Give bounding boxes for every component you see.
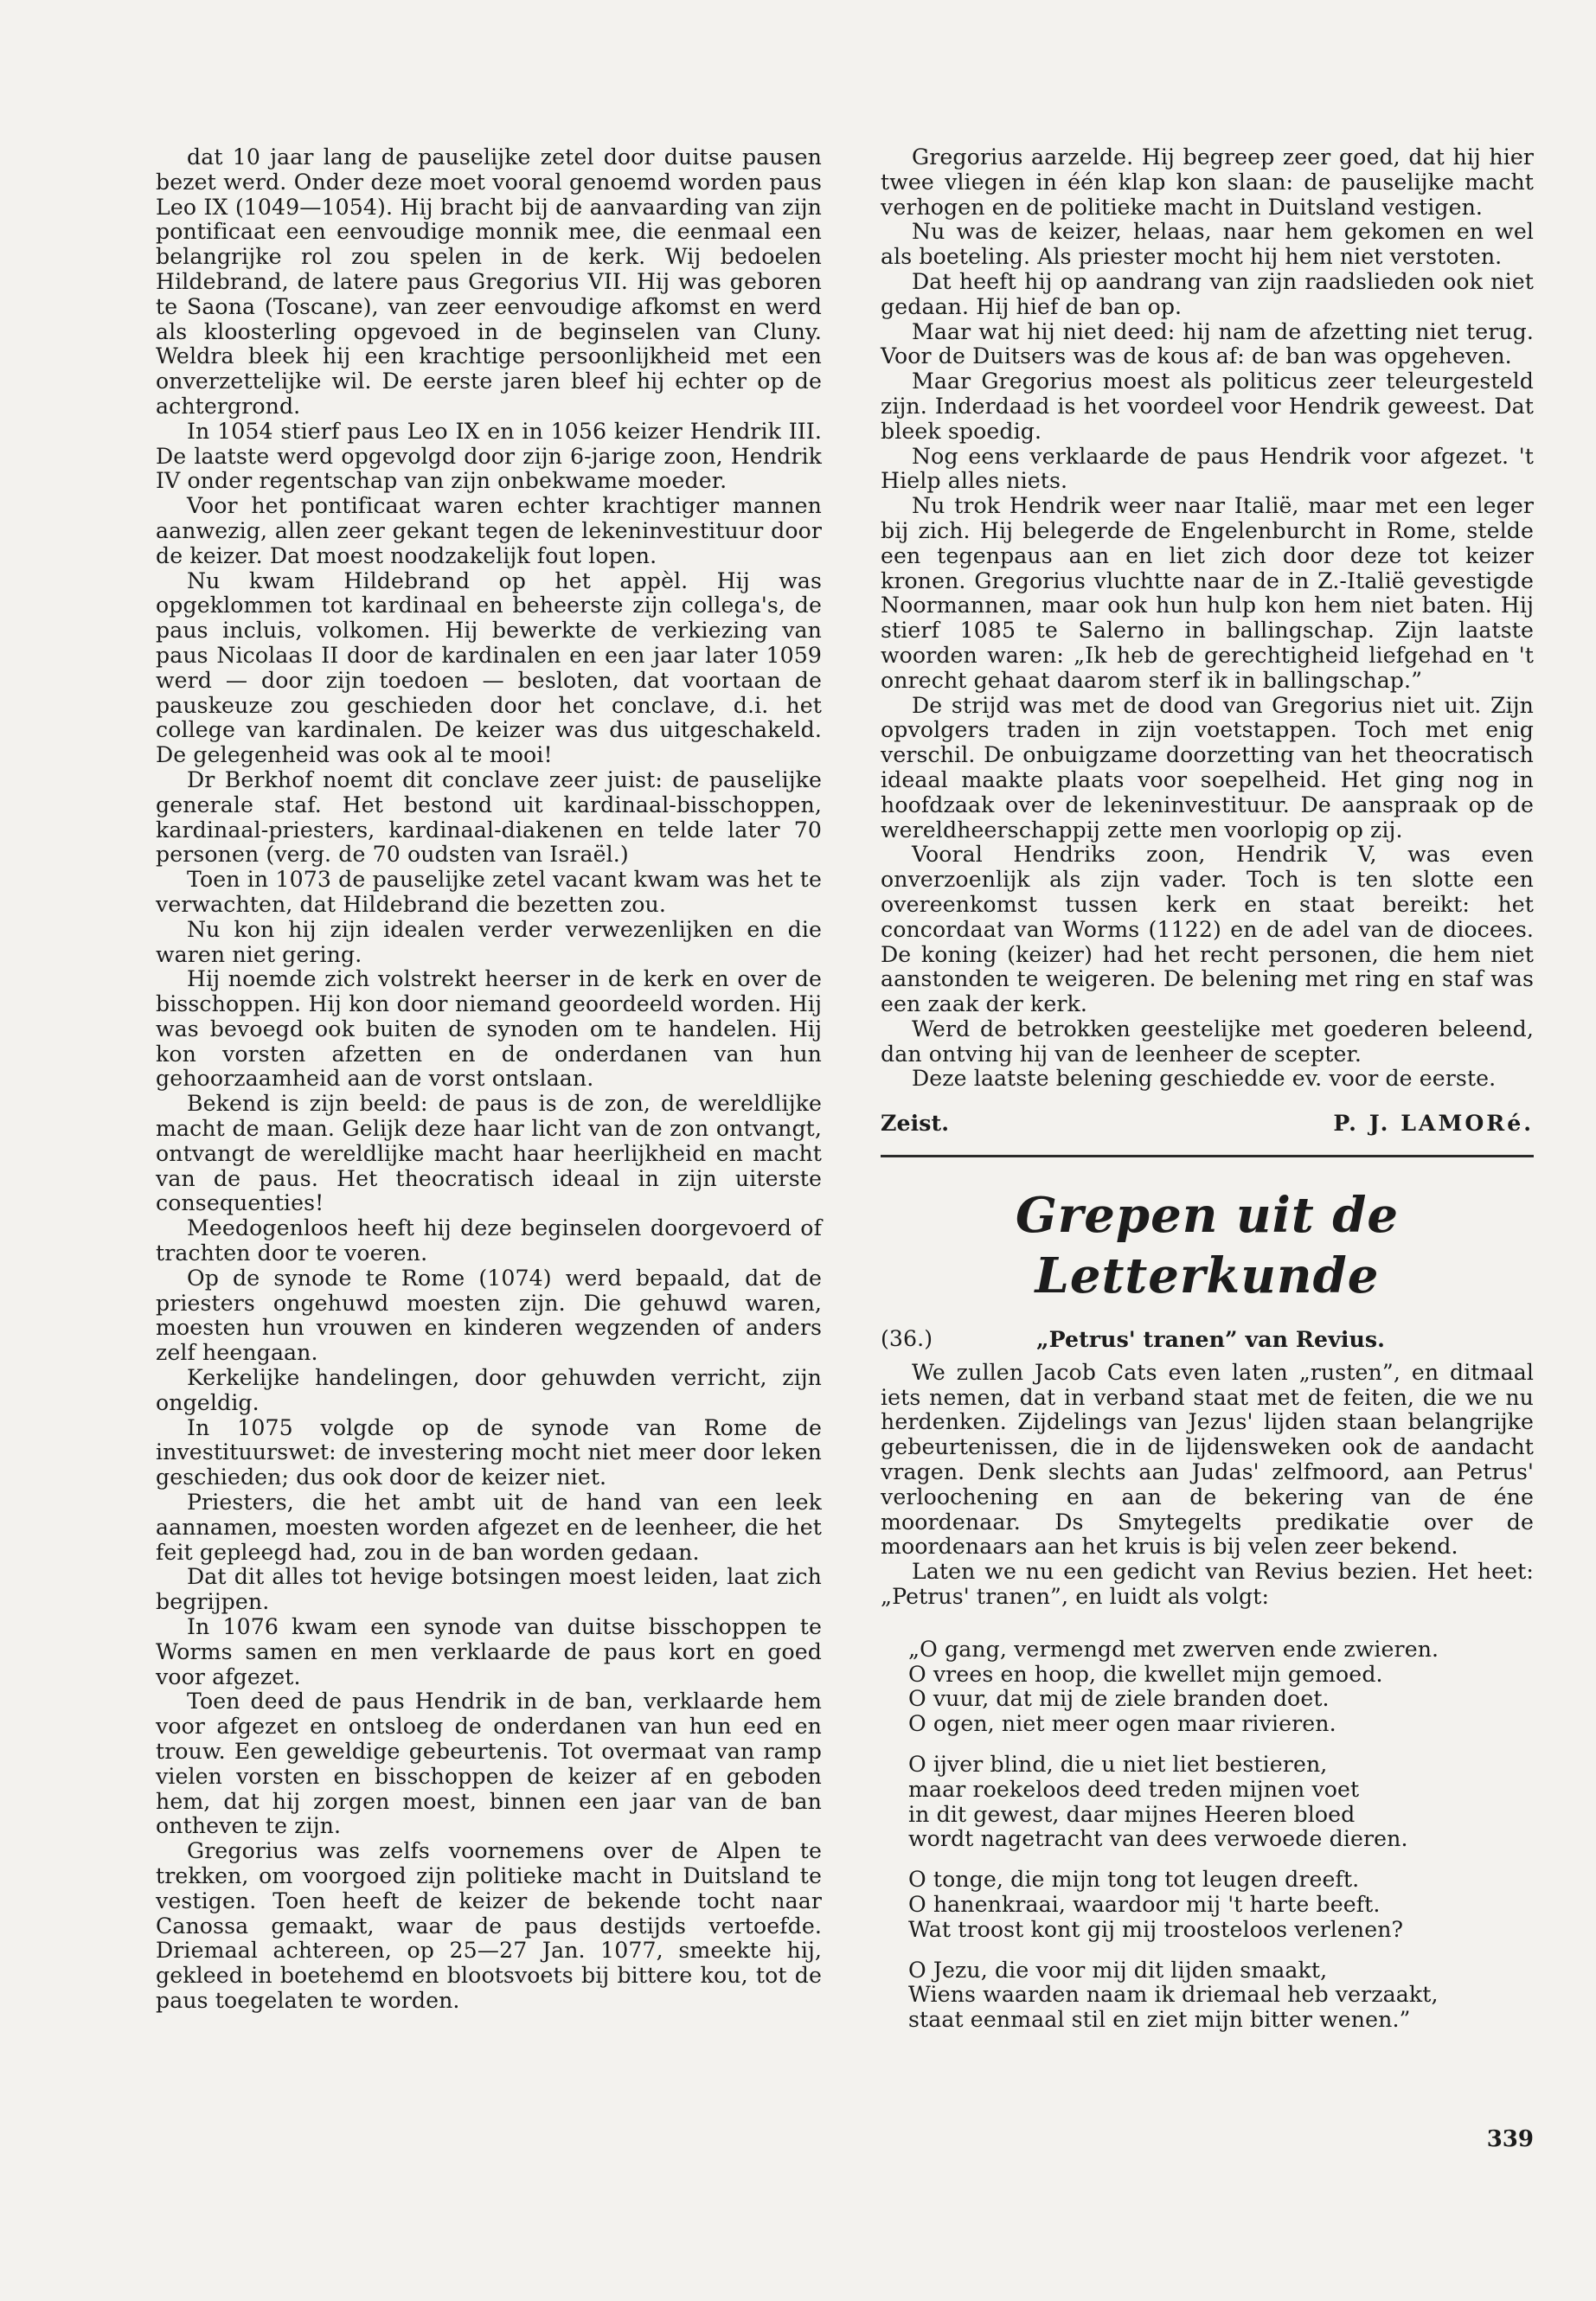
paragraph: Bekend is zijn beeld: de paus is de zon, de wereldlijke macht de maan. Gelijk deze haar licht van de zon ontvangt, ontvangt de wereldlijke macht haar heerlijkheid en macht van de paus. Het theocratisch ideaal in zijn uiterste consequenties!	[156, 1091, 822, 1216]
poem-line: in dit gewest, daar mijnes Heeren bloed	[908, 1801, 1356, 1827]
paragraph: Maar Gregorius moest als politicus zeer teleurgesteld zijn. Inderdaad is het voordeel voor Hendrik geweest. Dat bleek spoedig.	[881, 369, 1534, 444]
poem-line: „O gang, vermengd met zwerven ende zwieren.	[908, 1636, 1439, 1662]
poem-line: staat eenmaal stil en ziet mijn bitter wenen.”	[908, 2007, 1411, 2033]
paragraph: Kerkelijke handelingen, door gehuwden verricht, zijn ongeldig.	[156, 1365, 822, 1415]
poem-line: O vuur, dat mij de ziele branden doet.	[908, 1686, 1330, 1712]
poem-line: Wiens waarden naam ik driemaal heb verzaakt,	[908, 1982, 1439, 2008]
poem-line: O Jezu, die voor mij dit lijden smaakt,	[908, 1957, 1328, 1983]
paragraph: Hij noemde zich volstrekt heerser in de kerk en over de bisschoppen. Hij kon door niemand geoordeeld worden. Hij was bevoegd ook buiten de synoden om te handelen. Hij kon vorsten afzetten en de onderdanen van hun gehoorzaamheid aan de vorst ontslaan.	[156, 966, 822, 1092]
paragraph: Voor het pontificaat waren echter krachtiger mannen aanwezig, allen zeer gekant tegen de lekeninvestituur door de keizer. Dat moest noodzakelijk fout lopen.	[156, 493, 822, 568]
section-number: (36.)	[881, 1326, 933, 1352]
paragraph: Gregorius aarzelde. Hij begreep zeer goed, dat hij hier twee vliegen in één klap kon slaan: de pauselijke macht verhogen en de politieke macht in Duitsland vestigen.	[881, 144, 1534, 220]
intro-paragraph: We zullen Jacob Cats even laten „rusten”, en ditmaal iets nemen, dat in verband staat met de feiten, die we nu herdenken. Zijdelings van Jezus' lijden staan belangrijke gebeurtenissen, die in de lijdensweken ook de aandacht vragen. Denk slechts aan Judas' zelfmoord, aan Petrus' verloochening en aan de bekering van de éne moordenaar. Ds Smytegelts predikatie over de moordenaars aan het kruis is bij velen zeer bekend.	[881, 1359, 1534, 1560]
poem-stanza	[908, 1958, 1534, 2033]
right-article-text	[881, 145, 1534, 1092]
paragraph: In 1076 kwam een synode van duitse bisschoppen te Worms samen en men verklaarde de paus kort en goed voor afgezet.	[156, 1614, 822, 1689]
poem-stanza	[908, 1868, 1534, 1942]
intro-paragraph: Laten we nu een gedicht van Revius bezien. Het heet: „Petrus' tranen”, en luidt als volgt:	[881, 1559, 1534, 1610]
poem-line: maar roekeloos deed treden mijnen voet	[908, 1776, 1360, 1802]
paragraph: Op de synode te Rome (1074) werd bepaald, dat de priesters ongehuwd moesten zijn. Die gehuwd waren, moesten hun vrouwen en kinderen wegzenden of anders zelf heengaan.	[156, 1265, 822, 1366]
poem	[908, 1638, 1534, 2033]
paragraph: In 1075 volgde op de synode van Rome de investituurswet: de investering mocht niet meer door leken geschieden; dus ook door de keizer niet.	[156, 1414, 822, 1490]
section-title: „Petrus' tranen” van Revius.	[1036, 1326, 1386, 1353]
section-subheading	[881, 1327, 1534, 1352]
paragraph: Nu kwam Hildebrand op het appèl. Hij was opgeklommen tot kardinaal en beheerste zijn collega's, de paus incluis, volkomen. Hij bewerkte de verkiezing van paus Nicolaas II door de kardinalen en een jaar later 1059 werd — door zijn toedoen — besloten, dat voortaan de pauskeuze zou geschieden door het conclave, d.i. het college van kardinalen. De keizer was dus uitgeschakeld. De gelegenheid was ook al te mooi!	[156, 567, 822, 768]
paragraph: Meedogenloos heeft hij deze beginselen doorgevoerd of trachten door te voeren.	[156, 1215, 822, 1266]
paragraph: Dr Berkhof noemt dit conclave zeer juist: de pauselijke generale staf. Het bestond uit kardinaal-bisschoppen, kardinaal-priesters, kardinaal-diakenen en telde later 70 personen (verg. de 70 oudsten van Israël.)	[156, 766, 822, 868]
signature-author: P. J. LAMORé.	[1333, 1110, 1534, 1137]
section-divider	[881, 1155, 1534, 1157]
paragraph: Vooral Hendriks zoon, Hendrik V, was even onverzoenlijk als zijn vader. Toch is ten slotte een overeenkomst tussen kerk en staat bereikt: het concordaat van Worms (1122) en de adel van de diocees. De koning (keizer) had het recht personen, die hem niet aanstonden te weigeren. De belening met ring en staf was een zaak der kerk.	[881, 842, 1534, 1017]
paragraph: Nu kon hij zijn idealen verder verwezenlijken en die waren niet gering.	[156, 916, 822, 967]
paragraph: Priesters, die het ambt uit de hand van een leek aannamen, moesten worden afgezet en de leenheer, die het feit gepleegd had, zou in de ban worden gedaan.	[156, 1490, 822, 1565]
signature-place: Zeist.	[881, 1110, 950, 1137]
paragraph: Toen in 1073 de pauselijke zetel vacant kwam was het te verwachten, dat Hildebrand die bezetten zou.	[156, 867, 822, 917]
poem-line: O vrees en hoop, die kwellet mijn gemoed.	[908, 1661, 1383, 1687]
poem-line: O hanenkraai, waardoor mij 't harte beeft.	[908, 1892, 1381, 1918]
poem-line: Wat troost kont gij mij troosteloos verlenen?	[908, 1916, 1404, 1942]
paragraph: Dat heeft hij op aandrang van zijn raadslieden ook niet gedaan. Hij hief de ban op.	[881, 268, 1534, 319]
poem-line: O tonge, die mijn tong tot leugen dreeft.	[908, 1867, 1360, 1893]
page-number: 339	[1486, 2126, 1534, 2152]
paragraph: De strijd was met de dood van Gregorius niet uit. Zijn opvolgers traden in zijn voetstappen. Toch met enig verschil. De onbuigzame doorzetting van het theocratisch ideaal maakte plaats voor soepelheid. Het ging nog in hoofdzaak over de lekeninvestituur. De aanspraak op de wereldheerschappij zette men voorlopig op zij.	[881, 692, 1534, 843]
paragraph: Nu trok Hendrik weer naar Italië, maar met een leger bij zich. Hij belegerde de Engelenburcht in Rome, stelde een tegenpaus aan en liet zich door deze tot keizer kronen. Gregorius vluchtte naar de in Z.-Italië gevestigde Noormannen, maar ook hun hulp kon hem niet baten. Hij stierf 1085 te Salerno in ballingschap. Zijn laatste woorden waren: „Ik heb de gerechtigheid liefgehad en 't onrecht gehaat daarom sterf ik in ballingschap.”	[881, 493, 1534, 693]
paragraph: Gregorius was zelfs voornemens over de Alpen te trekken, om voorgoed zijn politieke macht in Duitsland te vestigen. Toen heeft de keizer de bekende tocht naar Canossa gemaakt, waar de paus destijds vertoefde. Driemaal achtereen, op 25—27 Jan. 1077, smeekte hij, gekleed in boetehemd en blootsvoets bij bittere kou, tot de paus toegelaten te worden.	[156, 1838, 822, 2013]
section-heading: Grepen uit de Letterkunde	[1015, 1187, 1400, 1305]
right-column	[881, 145, 1534, 2048]
poem-stanza	[908, 1753, 1534, 1852]
signature	[881, 1111, 1534, 1136]
paragraph: Toen deed de paus Hendrik in de ban, verklaarde hem voor afgezet en ontsloeg de onderdanen van hun eed en trouw. Een geweldige gebeurtenis. Tot overmaat van ramp vielen vorsten en bisschoppen de keizer af en geboden hem, dat hij zorgen moest, binnen een jaar van de ban ontheven te zijn.	[156, 1689, 822, 1839]
left-column	[156, 145, 822, 2014]
poem-line: O ogen, niet meer ogen maar rivieren.	[908, 1711, 1336, 1737]
paragraph: Deze laatste belening geschiedde ev. voor de eerste.	[912, 1066, 1497, 1092]
paragraph: Maar wat hij niet deed: hij nam de afzetting niet terug. Voor de Duitsers was de kous af: de ban was opgeheven.	[881, 318, 1534, 369]
paragraph: Dat dit alles tot hevige botsingen moest leiden, laat zich begrijpen.	[156, 1564, 822, 1615]
poem-line: O ijver blind, die u niet liet bestieren,	[908, 1752, 1328, 1778]
paragraph: In 1054 stierf paus Leo IX en in 1056 keizer Hendrik III. De laatste werd opgevolgd door zijn 6-jarige zoon, Hendrik IV onder regentschap van zijn onbekwame moeder.	[156, 418, 822, 494]
paragraph: dat 10 jaar lang de pauselijke zetel door duitse pausen bezet werd. Onder deze moet vooral genoemd worden paus Leo IX (1049—1054). Hij bracht bij de aanvaarding van zijn pontificaat een eenvoudige monnik mee, die eenmaal een belangrijke rol zou spelen in de kerk. Wij bedoelen Hildebrand, de latere paus Gregorius VII. Hij was geboren te Saona (Toscane), van zeer eenvoudige afkomst en werd als kloosterling opgevoed in de beginselen van Cluny. Weldra bleek hij een krachtige persoonlijkheid met een onverzettelijke wil. De eerste jaren bleef hij echter op de achtergrond.	[156, 144, 822, 419]
paragraph: Werd de betrokken geestelijke met goederen beleend, dan ontving hij van de leenheer de scepter.	[881, 1016, 1534, 1067]
paragraph: Nu was de keizer, helaas, naar hem gekomen en wel als boeteling. Als priester mocht hij hem niet verstoten.	[881, 219, 1534, 270]
section-intro	[881, 1361, 1534, 1610]
poem-stanza	[908, 1638, 1534, 1737]
poem-line: wordt nagetracht van dees verwoede dieren.	[908, 1826, 1408, 1852]
paragraph: Nog eens verklaarde de paus Hendrik voor afgezet. 't Hielp alles niets.	[881, 443, 1534, 494]
